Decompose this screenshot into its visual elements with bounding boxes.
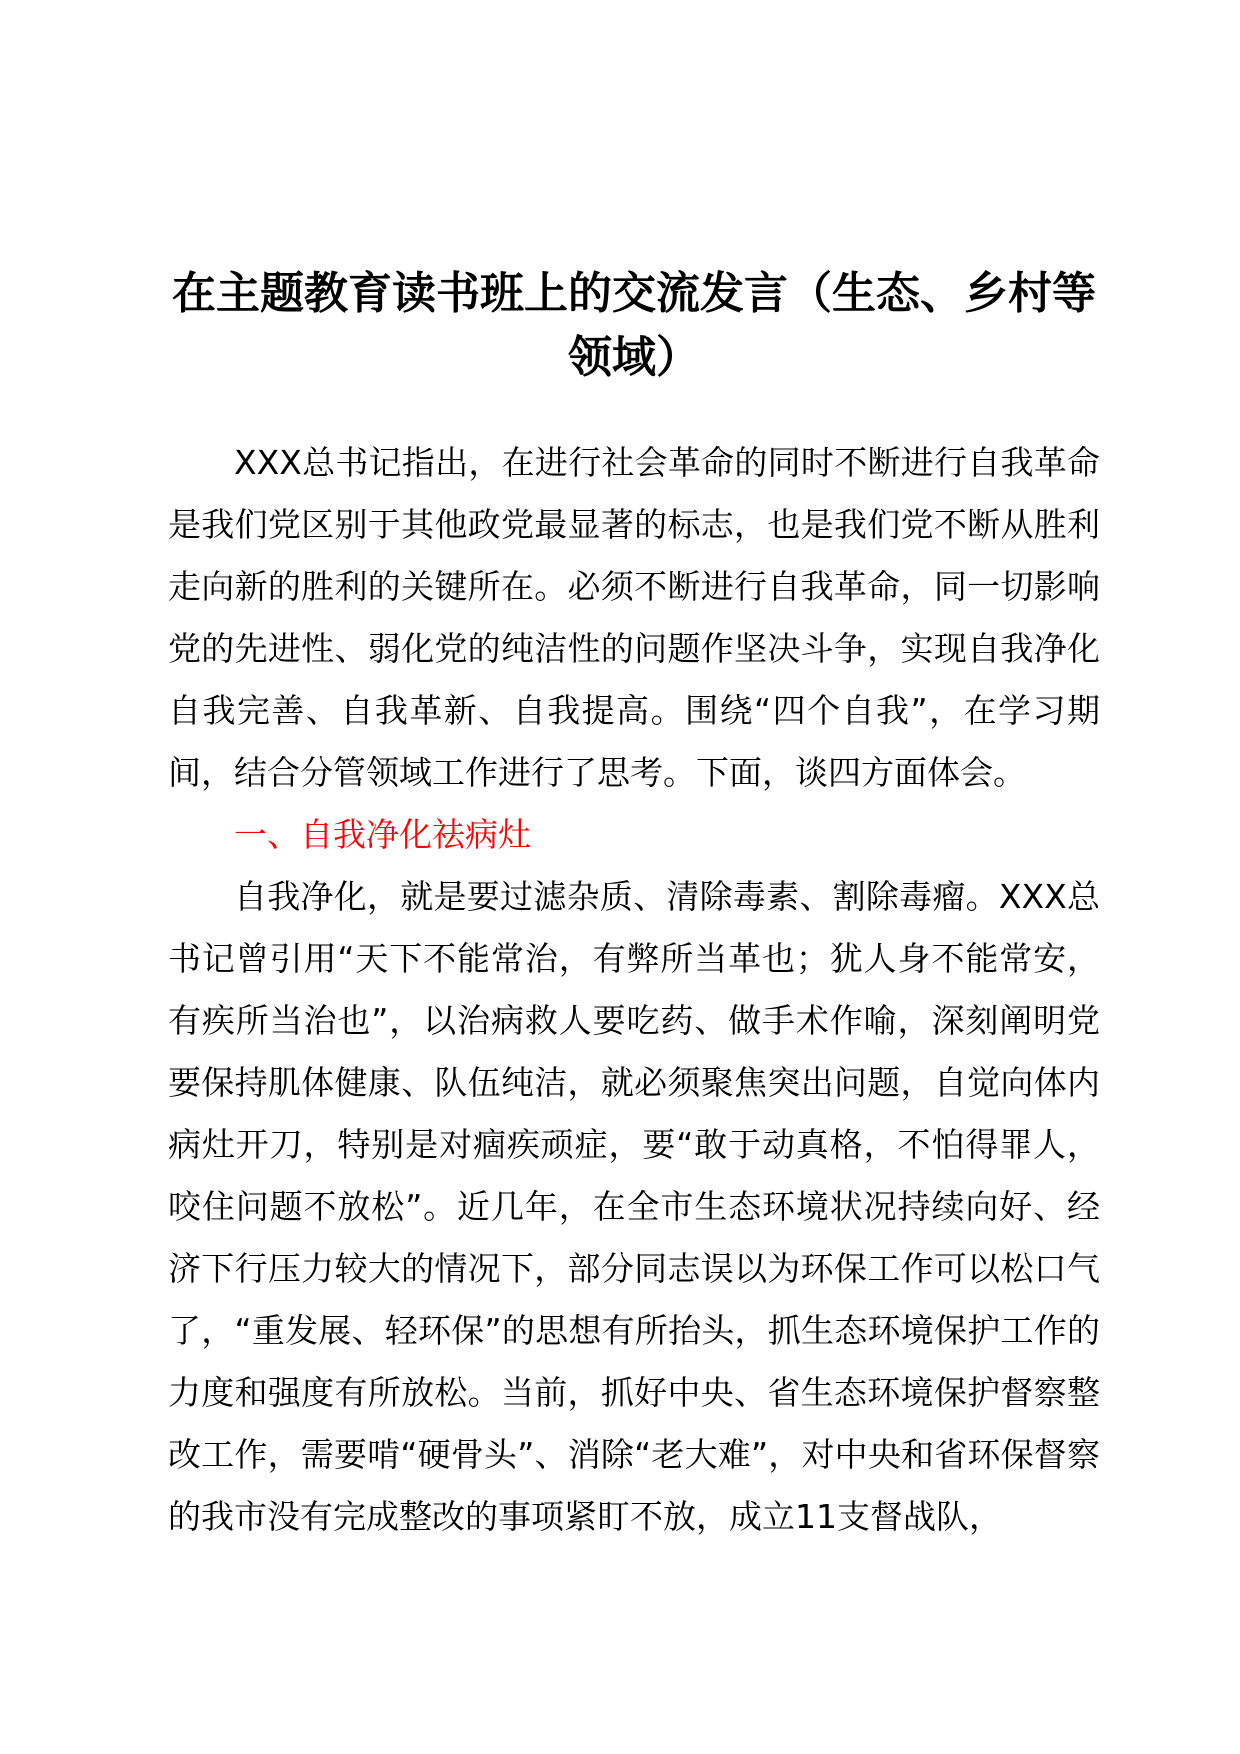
section-1-paragraph: 自我净化，就是要过滤杂质、清除毒素、割除毒瘤。XXX总书记曾引用“天下不能常治，有弊所当革也；犹人身不能常安，有疾所当治也”，以治病救人要吃药、做手术作喻，深刻阐明党要保持肌体健康、队伍纯洁，就必须聚焦突出问题，自觉向体内病灶开刀，特别是对痼疾顽症，要“敢于动真格，不怕得罪人，咬住问题不放松”。近几年，在全市生态环境状况持续向好、经济下行压力较大的情况下，部分同志误以为环保工作可以松口气了，“重发展、轻环保”的思想有所抬头，抓生态环境保护工作的力度和强度有所放松。当前，抓好中央、省生态环境保护督察整改工作，需要啃“硬骨头”、消除“老大难”，对中央和省环保督察的我市没有完成整改的事项紧盯不放，成立11支督战队， [168,877,1100,1536]
intro-paragraph: XXX总书记指出，在进行社会革命的同时不断进行自我革命是我们党区别于其他政党最显著的标志，也是我们党不断从胜利走向新的胜利的关键所在。必须不断进行自我革命，同一切影响党的先进性、弱化党的纯洁性的问题作坚决斗争，实现自我净化自我完善、自我革新、自我提高。围绕“四个自我”，在学习期间，结合分管领域工作进行了思考。下面，谈四方面体会。 [168,443,1100,792]
document-body [168,432,1100,1548]
document-title [168,262,1100,390]
document-page [168,262,1100,1548]
document-title-line-1: 在主题教育读书班上的交流发言（生态、乡村等 [172,268,1096,319]
section-heading-1: 一、自我净化祛病灶 [234,815,531,854]
document-title-line-2: 领域） [568,332,700,383]
